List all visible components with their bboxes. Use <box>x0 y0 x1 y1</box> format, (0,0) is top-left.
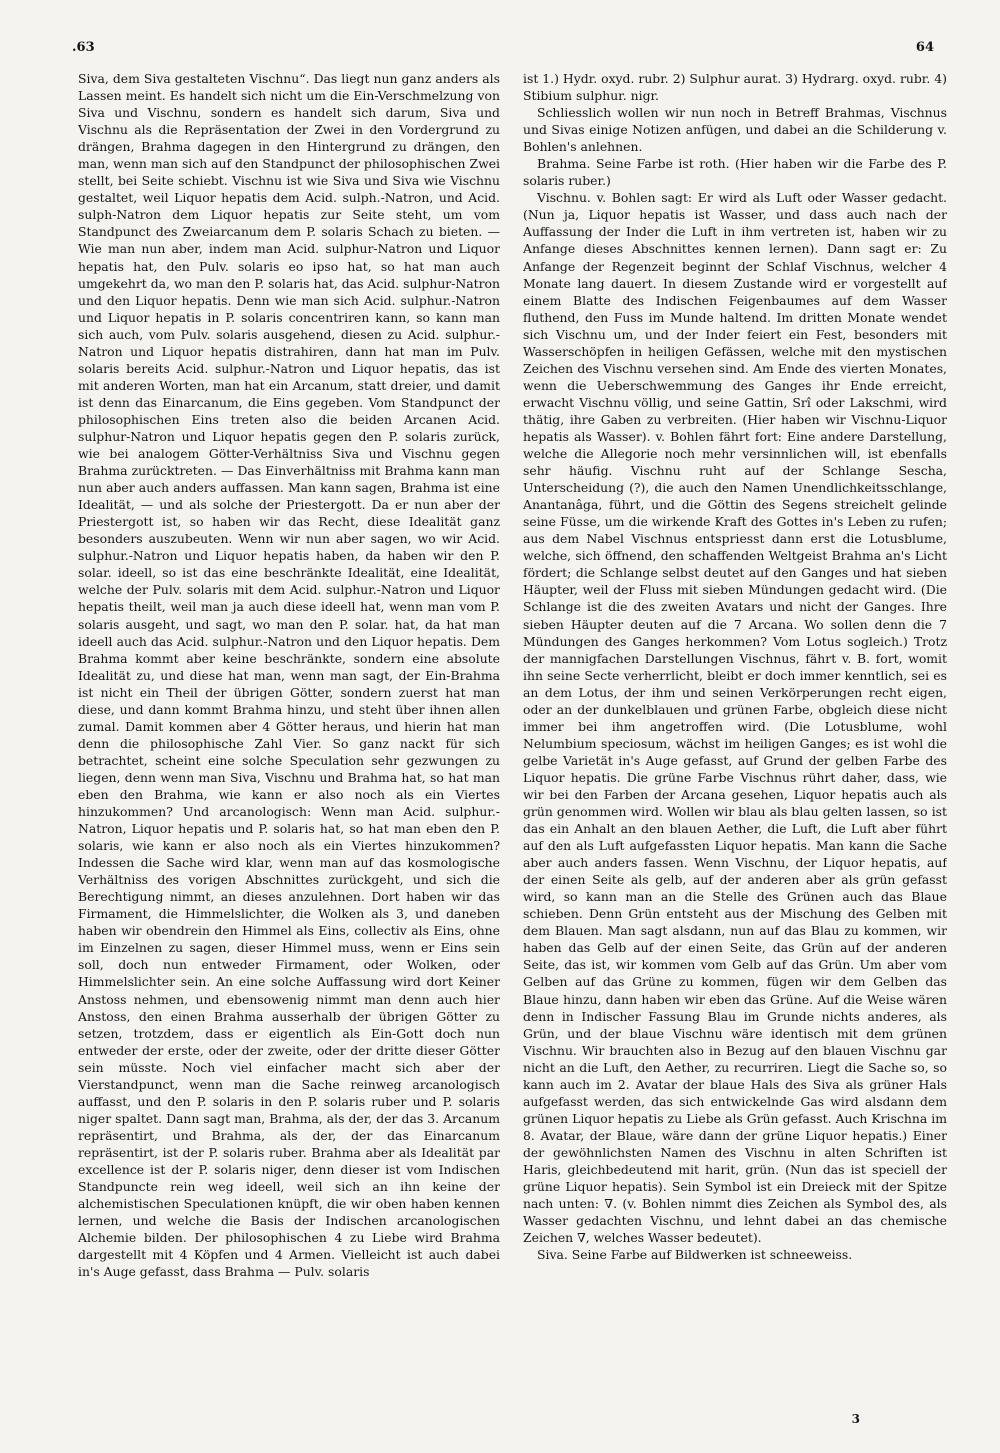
right-text-column <box>523 70 947 1430</box>
right-paragraph: Schliesslich wollen wir nun noch in Betreff Brahmas, Vischnus und Sivas einige Notizen anfügen, und dabei an die Schilderung v. Bohlen's anlehnen. <box>523 105 947 155</box>
right-paragraph: ist 1.) Hydr. oxyd. rubr. 2) Sulphur aurat. 3) Hydrarg. oxyd. rubr. 4) Stibium sulphur. nigr. <box>523 71 947 104</box>
right-paragraph: Vischnu. v. Bohlen sagt: Er wird als Luft oder Wasser gedacht. (Nun ja, Liquor hepatis ist Wasser, und dass auch nach der Auffassung der Inder die Luft in ihm vertreten ist, haben wir zu Anfange dieses Abschnittes kennen lernen). Dann sagt er: Zu Anfange der Regenzeit beginnt der Schlaf Vischnus, welcher 4 Monate lang dauert. In diesem Zustande wird er vorgestellt auf einem Blatte des Indischen Feigenbaumes auf dem Wasser fluthend, den Fuss im Munde haltend. Im dritten Monate wendet sich Vischnu um, und der Inder feiert ein Fest, besonders mit Wasserschöpfen in heiligen Gefässen, welche mit den mystischen Zeichen des Vischnu versehen sind. Am Ende des vierten Monates, wenn die Ueberschwemmung des Ganges ihr Ende erreicht, erwacht Vischnu völlig, und seine Gattin, Srî oder Lakschmi, wird thätig, ihre Gaben zu verbreiten. (Hier haben wir Vischnu-Liquor hepatis als Wasser). v. Bohlen fährt fort: Eine andere Darstellung, welche die Allegorie noch mehr versinnlichen will, ist ebenfalls sehr häufig. Vischnu ruht auf der Schlange Sescha, Unterscheidung (?), die auch den Namen Unendlichkeitsschlange, Anantanâga, führt, und die Göttin des Segens streichelt gelinde seine Füsse, um die wirkende Kraft des Gottes in's Leben zu rufen; aus dem Nabel Vischnus entspriesst dann erst die Lotusblume, welche, sich öffnend, den schaffenden Weltgeist Brahma an's Licht fördert; die Schlange selbst deutet auf den Ganges und hat sieben Häupter, weil der Fluss mit sieben Mündungen gedacht wird. (Die Schlange ist die des zweiten Avatars und nicht der Ganges. Ihre sieben Häupter deuten auf die 7 Arcana. Wo sollen denn die 7 Mündungen des Ganges herkommen? Vom Lotus sogleich.) Trotz der mannigfachen Darstellungen Vischnus, fährt v. B. fort, womit ihn seine Secte verherrlicht, bleibt er doch immer kenntlich, sei es an dem Lotus, der ihm und seinen Verkörperungen recht eigen, oder an der dunkelblauen und grünen Farbe, obgleich diese nicht immer bei ihm angetroffen wird. (Die Lotusblume, wohl Nelumbium speciosum, wächst im heiligen Ganges; es ist wohl die gelbe Varietät in's Auge gefasst, auf Grund der gelben Farbe des Liquor hepatis. Die grüne Farbe Vischnus rührt daher, dass, wie wir bei den Farben der Arcana gesehen, Liquor hepatis auch als grün genommen wird. Wollen wir blau als blau gelten lassen, so ist das ein Anhalt an den blauen Aether, die Luft, die Luft aber führt auf den als Luft aufgefassten Liquor hepatis. Man kann die Sache aber auch anders fassen. Wenn Vischnu, der Liquor hepatis, auf der einen Seite als gelb, auf der anderen aber als grün gefasst wird, so kann man an die Stelle des Grünen auch das Blaue schieben. Denn Grün entsteht aus der Mischung des Gelben mit dem Blauen. Man sagt alsdann, nun auf das Blau zu kommen, wir haben das Gelb auf der einen Seite, das Grün auf der anderen Seite, das ist, wir kommen vom Gelb auf das Grün. Um aber vom Gelben auf das Grüne zu kommen, fügen wir dem Gelben das Blaue hinzu, dann haben wir eben das Grüne. Auf die Weise wären denn in Indischer Fassung Blau im Grunde nichts anderes, als Grün, und der blaue Vischnu wäre identisch mit dem grünen Vischnu. Wir brauchten also in Bezug auf den blauen Vischnu gar nicht an die Luft, den Aether, zu recurriren. Liegt die Sache so, so kann auch im 2. Avatar der blaue Hals des Siva als grüner Hals aufgefasst werden, das sich entwickelnde Gas wird alsdann dem grünen Liquor hepatis zu Liebe als Grün gefasst. Auch Krischna im 8. Avatar, der Blaue, wäre dann der grüne Liquor hepatis.) Einer der gewöhnlichsten Namen des Vischnu in alten Schriften ist Haris, gleichbedeutend mit harit, grün. (Nun das ist speciell der grüne Liquor hepatis). Sein Symbol ist ein Dreieck mit der Spitze nach unten: ∇. (v. Bohlen nimmt dies Zeichen als Symbol des, als Wasser gedachten Vischnu, und lehnt dabei an das chemische Zeichen ∇, welches Wasser bedeutet). <box>523 190 947 1246</box>
right-paragraph: Brahma. Seine Farbe ist roth. (Hier haben wir die Farbe des P. solaris ruber.) <box>523 156 947 189</box>
page-number-right: 64 <box>915 40 934 55</box>
right-paragraph: Siva. Seine Farbe auf Bildwerken ist schneeweiss. <box>537 1247 853 1263</box>
sheet-signature: 3 <box>851 1412 860 1426</box>
left-text-column <box>78 70 500 1430</box>
left-paragraph: Siva, dem Siva gestalteten Vischnu“. Das liegt nun ganz anders als Lassen meint. Es handelt sich nicht um die Ein-Verschmelzung von Siva und Vischnu, sondern es handelt sich darum, Siva und Vischnu als die Repräsentation der Zwei in den Vordergrund zu drängen, Brahma dagegen in den Hintergrund zu drängen, den man, wenn man sich auf den Standpunct der philosophischen Zwei stellt, bei Seite schiebt. Vischnu ist wie Siva und Siva wie Vischnu gestaltet, weil Liquor hepatis dem Acid. sulph.-Natron, und Acid. sulph-Natron dem Liquor hepatis zur Seite steht, um vom Standpunct des Zweiarcanum dem P. solaris Schach zu bieten. — Wie man nun aber, indem man Acid. sulphur-Natron und Liquor hepatis hat, den Pulv. solaris eo ipso hat, so hat man auch umgekehrt da, wo man den P. solaris hat, das Acid. sulphur-Natron und den Liquor hepatis. Denn wie man sich Acid. sulphur.-Natron und Liquor hepatis in P. solaris concentriren kann, so kann man sich auch, vom Pulv. solaris ausgehend, diesen zu Acid. sulphur.-Natron und Liquor hepatis distrahiren, dann hat man im Pulv. solaris bereits Acid. sulphur.-Natron und Liquor hepatis, das ist mit anderen Worten, man hat ein Arcanum, statt dreier, und damit ist denn das Einarcanum, die Eins gegeben. Vom Standpunct der philosophischen Eins treten also die beiden Arcanen Acid. sulphur-Natron und Liquor hepatis gegen den P. solaris zurück, wie bei analogem Götter-Verhältniss Siva und Vischnu gegen Brahma zurücktreten. — Das Einverhältniss mit Brahma kann man nun aber auch anders auffassen. Man kann sagen, Brahma ist eine Idealität, — und als solche der Priestergott. Da er nun aber der Priestergott ist, so haben wir das Recht, diese Idealität ganz besonders auszubeuten. Wenn wir nun aber sagen, wo wir Acid. sulphur.-Natron und Liquor hepatis haben, da haben wir den P. solar. ideell, so ist das eine beschränkte Idealität, eine Idealität, welche der Pulv. solaris mit dem Acid. sulphur.-Natron und Liquor hepatis theilt, weil man ja auch diese ideell hat, wenn man vom P. solaris ausgeht, und sagt, wo man den P. solar. hat, da hat man ideell auch das Acid. sulphur.-Natron und den Liquor hepatis. Dem Brahma kommt aber keine beschränkte, sondern eine absolute Idealität zu, und diese hat man, wenn man sagt, der Ein-Brahma ist nicht ein Theil der übrigen Götter, sondern zuerst hat man diese, und dann kommt Brahma hinzu, und steht über ihnen allen zumal. Damit kommen aber 4 Götter heraus, und hierin hat man denn die philosophische Zahl Vier. So ganz nackt für sich betrachtet, scheint eine solche Speculation sehr gezwungen zu liegen, denn wenn man Siva, Vischnu und Brahma hat, so hat man eben den Brahma, wie kann er also noch als ein Viertes hinzukommen? Und arcanologisch: Wenn man Acid. sulphur.-Natron, Liquor hepatis und P. solaris hat, so hat man eben den P. solaris, wie kann er also noch als ein Viertes hinzukommen? Indessen die Sache wird klar, wenn man auf das kosmologische Verhältniss des vorigen Abschnittes zurückgeht, und sich die Berechtigung nimmt, an dieses anzulehnen. Dort haben wir das Firmament, die Himmelslichter, die Wolken als 3, und daneben haben wir obendrein den Himmel als Eins, collectiv als Eins, ohne im Einzelnen zu sagen, dieser Himmel muss, wenn er Eins sein soll, doch nun entweder Firmament, oder Wolken, oder Himmelslichter sein. An eine solche Auffassung wird dort Keiner Anstoss nehmen, und ebensowenig nimmt man denn auch hier Anstoss, den einen Brahma ausserhalb der übrigen Götter zu setzen, trotzdem, dass er eigentlich als Ein-Gott doch nun entweder der erste, oder der zweite, oder der dritte dieser Götter sein müsste. Noch viel einfacher macht sich aber der Vierstandpunct, wenn man die Sache reinweg arcanologisch auffasst, und den P. solaris in den P. solaris ruber und P. solaris niger spaltet. Dann sagt man, Brahma, als der, der das 3. Arcanum repräsentirt, und Brahma, als der, der das Einarcanum repräsentirt, ist der P. solaris ruber. Brahma aber als Idealität par excellence ist der P. solaris niger, denn dieser ist vom Indischen Standpuncte rein weg ideell, weil sich an ihn keine der alchemistischen Speculationen knüpft, die wir oben haben kennen lernen, und welche die Basis der Indischen arcanologischen Alchemie bilden. Der philosophischen 4 zu Liebe wird Brahma dargestellt mit 4 Köpfen und 4 Armen. Vielleicht ist auch dabei in's Auge gefasst, dass Brahma — Pulv. solaris <box>78 71 500 1280</box>
page-number-left: .63 <box>72 40 95 55</box>
